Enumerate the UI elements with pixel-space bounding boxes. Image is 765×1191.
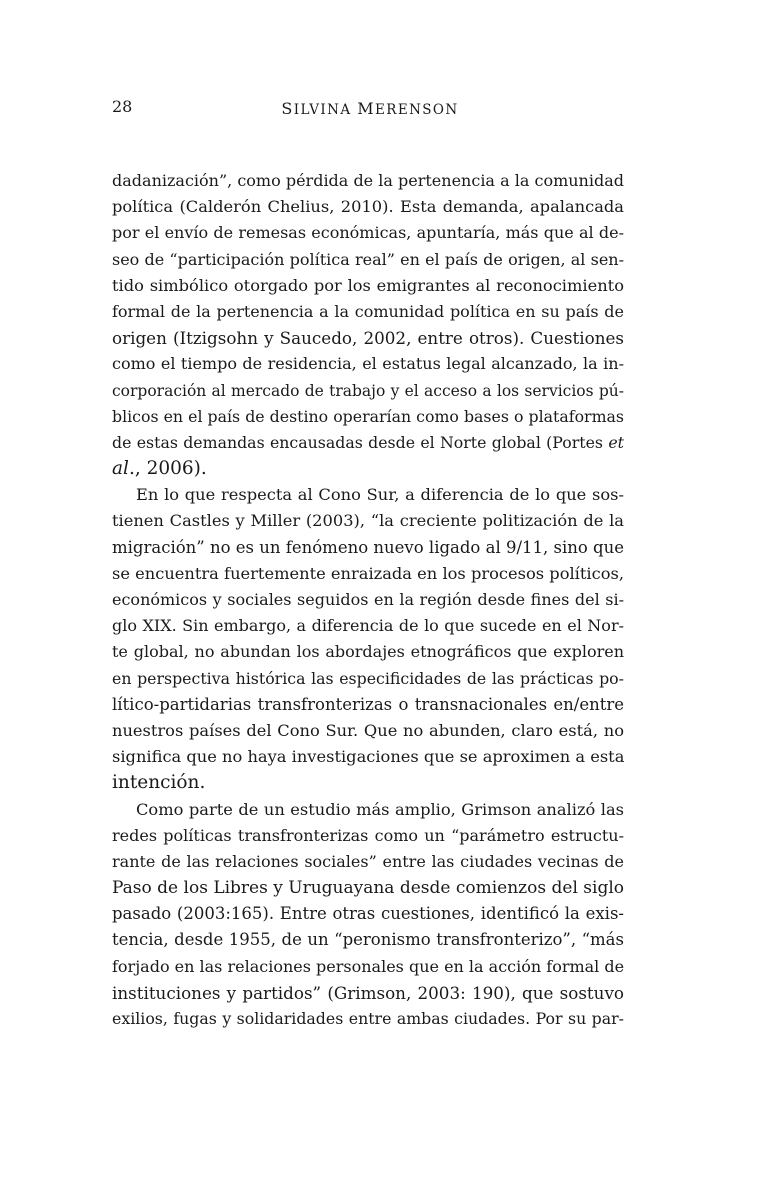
text-line: En lo que respecta al Cono Sur, a diferencia de lo que sos- (136, 485, 624, 505)
text-line: dadanización”, como pérdida de la pertenencia a la comunidad (112, 171, 624, 190)
italic-al: al (112, 458, 129, 480)
text-line: blicos en el país de destino operarían como bases o plataformas (112, 406, 624, 426)
text-line: te global, no abundan los abordajes etnográficos que exploren (112, 642, 624, 662)
text-line: como el tiempo de residencia, el estatus legal alcanzado, la in- (112, 354, 624, 374)
text-line: por el envío de remesas económicas, apuntaría, más que al de- (112, 223, 624, 243)
italic-et: et (608, 432, 624, 452)
running-head-initial-first: S (281, 99, 294, 118)
body-text (112, 168, 624, 1032)
text-line: origen (Itzigsohn y Saucedo, 2002, entre otros). Cuestiones (112, 328, 624, 349)
text-line: tido simbólico otorgado por los emigrantes al reconocimiento (112, 275, 624, 295)
paragraph-1 (112, 168, 624, 482)
running-head-first-name: ILVINA (293, 102, 352, 118)
text-line-main: de estas demandas encausadas desde el Norte global (Portes (112, 432, 604, 452)
text-line: tienen Castles y Miller (2003), “la creciente politización de la (112, 511, 624, 531)
text-line: lítico-partidarias transfronterizas o transnacionales en/entre (112, 694, 624, 714)
text-line: significa que no haya investigaciones que se aproximen a esta (112, 747, 625, 767)
text-line: política (Calderón Chelius, 2010). Esta demanda, apalancada (112, 197, 624, 217)
text-line: redes políticas transfronterizas como un “parámetro estructu- (112, 825, 624, 845)
text-line: pasado (2003:165). Entre otras cuestiones, identificó la exis- (112, 904, 624, 924)
text-line: instituciones y partidos” (Grimson, 2003: 190), que sostuvo (112, 982, 624, 1003)
text-line: glo XIX. Sin embargo, a diferencia de lo que sucede en el Nor- (112, 616, 624, 636)
text-line: intención. (112, 772, 206, 794)
running-head-last-name: ERENSON (375, 102, 459, 118)
text-line: nuestros países del Cono Sur. Que no abunden, claro está, no (112, 720, 624, 740)
text-line: migración” no es un fenómeno nuevo ligado al 9/11, sino que (112, 537, 625, 557)
paragraph-3 (112, 797, 624, 1033)
text-line: tencia, desde 1955, de un “peronismo transfronterizo”, “más (112, 930, 624, 950)
text-line: Paso de los Libres y Uruguayana desde comienzos del siglo (112, 878, 625, 899)
text-line: económicos y sociales seguidos en la región desde fines del si- (112, 590, 624, 609)
text-line: seo de “participación política real” en el país de origen, al sen- (112, 249, 624, 269)
text-line: corporación al mercado de trabajo y el acceso a los servicios pú- (112, 381, 624, 400)
text-line-rest: ., 2006). (128, 458, 207, 480)
page-number: 28 (112, 97, 133, 116)
text-line: rante de las relaciones sociales” entre las ciudades vecinas de (112, 851, 624, 871)
text-line: forjado en las relaciones personales que en la acción formal de (112, 956, 625, 976)
text-line (112, 456, 624, 482)
text-line: formal de la pertenencia a la comunidad política en su país de (112, 301, 624, 321)
text-line: se encuentra fuertemente enraizada en los procesos políticos, (112, 563, 624, 583)
text-line: Como parte de un estudio más amplio, Grimson analizó las (136, 799, 624, 819)
text-line: exilios, fugas y solidaridades entre ambas ciudades. Por su par- (112, 1009, 624, 1028)
running-head (0, 99, 740, 120)
text-line: en perspectiva histórica las especificidades de las prácticas po- (112, 668, 624, 688)
running-head-initial-last: M (357, 99, 375, 118)
paragraph-2 (112, 482, 624, 796)
text-line (112, 430, 624, 456)
